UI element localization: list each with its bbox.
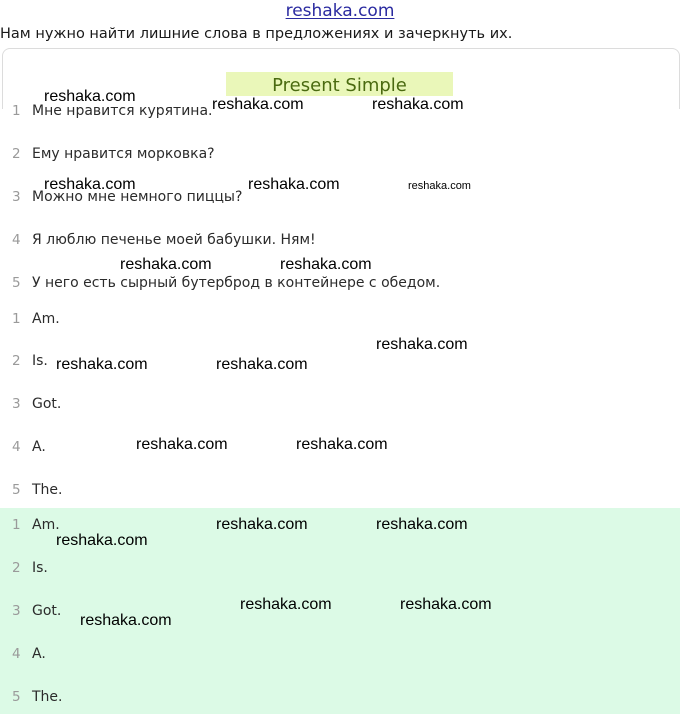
- watermark: reshaka.com: [248, 176, 340, 193]
- answer-text: The.: [32, 689, 63, 705]
- item-number: 2: [12, 146, 21, 162]
- site-link[interactable]: reshaka.com: [285, 1, 395, 21]
- answer-text: Is.: [32, 560, 48, 576]
- item-number: 4: [12, 646, 21, 662]
- sentence-text: Ему нравится морковка?: [32, 146, 215, 162]
- watermark: reshaka.com: [80, 612, 172, 629]
- item-number: 2: [12, 353, 21, 369]
- watermark: reshaka.com: [400, 596, 492, 613]
- item-number: 3: [12, 189, 21, 205]
- item-number: 5: [12, 275, 21, 291]
- word-text: Am.: [32, 311, 60, 327]
- watermark: reshaka.com: [136, 436, 228, 453]
- watermark: reshaka.com: [56, 532, 148, 549]
- word-text: Got.: [32, 396, 62, 412]
- watermark: reshaka.com: [296, 436, 388, 453]
- watermark: reshaka.com: [372, 96, 464, 113]
- watermark: reshaka.com: [408, 180, 471, 192]
- watermark: reshaka.com: [280, 256, 372, 273]
- word-text: A.: [32, 439, 46, 455]
- item-number: 1: [12, 311, 21, 327]
- answer-text: Am.: [32, 517, 60, 533]
- item-number: 3: [12, 603, 21, 619]
- watermark: reshaka.com: [120, 256, 212, 273]
- watermark: reshaka.com: [56, 356, 148, 373]
- item-number: 4: [12, 439, 21, 455]
- sentence-text: Я люблю печенье моей бабушки. Ням!: [32, 232, 316, 248]
- sentence-text: У него есть сырный бутерброд в контейнере с обедом.: [32, 275, 441, 291]
- word-text: The.: [32, 482, 63, 498]
- watermark: reshaka.com: [376, 336, 468, 353]
- watermark: reshaka.com: [216, 356, 308, 373]
- watermark: reshaka.com: [44, 88, 136, 105]
- sentence-text: Мне нравится курятина.: [32, 103, 213, 119]
- watermark: reshaka.com: [212, 96, 304, 113]
- task-instruction: Нам нужно найти лишние слова в предложениях и зачеркнуть их.: [0, 26, 513, 42]
- item-number: 1: [12, 517, 21, 533]
- section-tag: Present Simple: [226, 72, 453, 96]
- answer-text: A.: [32, 646, 46, 662]
- item-number: 2: [12, 560, 21, 576]
- answer-text: Got.: [32, 603, 62, 619]
- item-number: 5: [12, 482, 21, 498]
- watermark: reshaka.com: [44, 176, 136, 193]
- sentence-text: Можно мне немного пиццы?: [32, 189, 243, 205]
- watermark: reshaka.com: [216, 516, 308, 533]
- watermark: reshaka.com: [240, 596, 332, 613]
- word-text: Is.: [32, 353, 48, 369]
- watermark: reshaka.com: [376, 516, 468, 533]
- item-number: 1: [12, 103, 21, 119]
- item-number: 5: [12, 689, 21, 705]
- item-number: 4: [12, 232, 21, 248]
- item-number: 3: [12, 396, 21, 412]
